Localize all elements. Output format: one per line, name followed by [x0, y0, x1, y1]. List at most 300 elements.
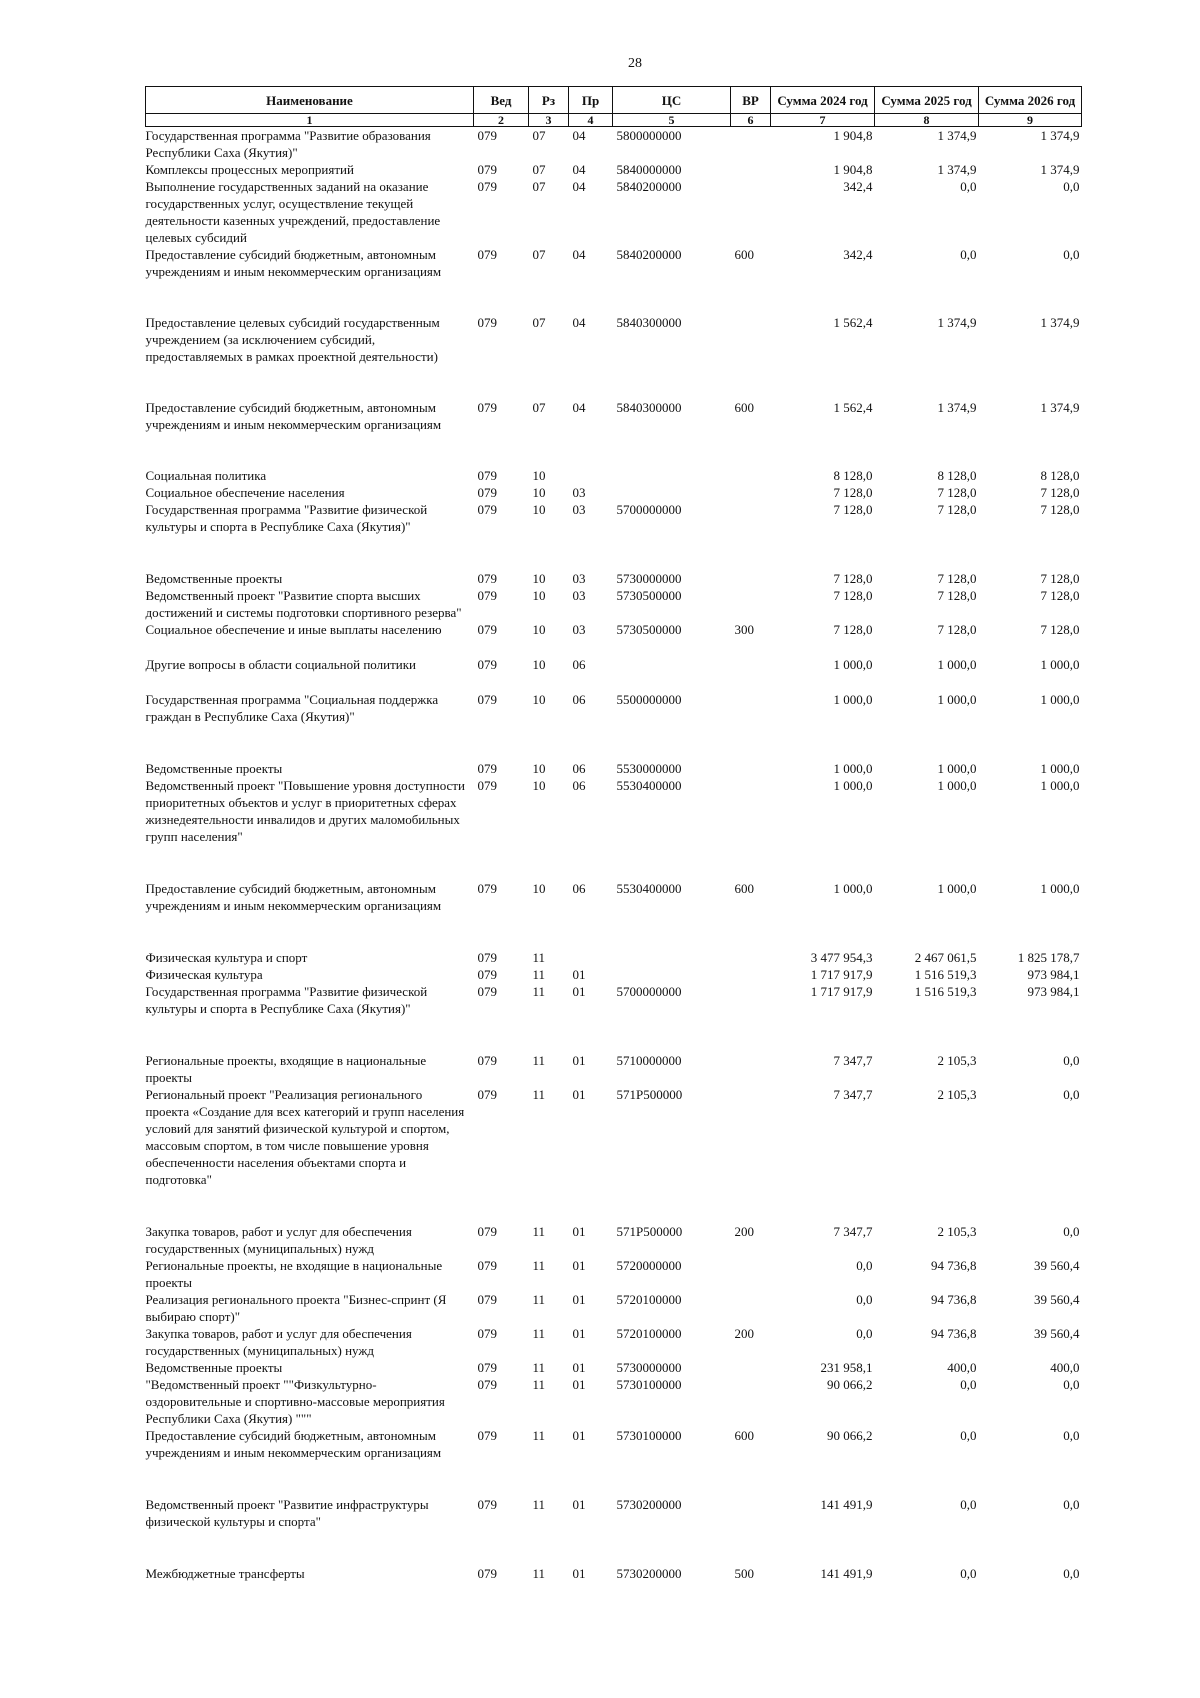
table-row [146, 621, 1082, 656]
column-header: Вед [474, 87, 529, 114]
cell-name: Предоставление субсидий бюджетным, автономным учреждениям и иным некоммерческим организациям [145, 881, 442, 913]
column-number: 7 [771, 114, 875, 127]
cell-pr: 01 [572, 1566, 586, 1581]
cell-pr: 01 [572, 1360, 586, 1375]
cell-ved: 079 [477, 485, 497, 500]
cell-name: Государственная программа "Социальная поддержка граждан в Республике Саха (Якутия)" [145, 692, 439, 724]
table-row [146, 656, 1082, 691]
table-row [146, 949, 1082, 966]
cell-s2024: 1 562,4 [833, 315, 873, 330]
cell-rz: 10 [532, 657, 546, 672]
table-row [146, 880, 1082, 949]
cell-s2025: 2 105,3 [937, 1053, 977, 1068]
table-row [146, 484, 1082, 501]
cell-s2025: 0,0 [960, 1497, 977, 1512]
cell-s2026: 0,0 [1063, 1053, 1080, 1068]
cell-s2026: 7 128,0 [1040, 502, 1080, 517]
table-row [146, 1565, 1082, 1582]
cell-s2025: 94 736,8 [931, 1292, 977, 1307]
cell-name: Другие вопросы в области социальной политики [145, 657, 416, 672]
cell-name: Предоставление субсидий бюджетным, автономным учреждениям и иным некоммерческим организациям [145, 247, 442, 279]
cell-vr [731, 501, 771, 570]
cell-vr [731, 161, 771, 178]
table-row [146, 1325, 1082, 1359]
cell-cs: 5840300000 [616, 400, 682, 415]
cell-s2026: 7 128,0 [1040, 622, 1080, 637]
table-row [146, 1376, 1082, 1427]
cell-cs [613, 656, 731, 691]
column-header: Наименование [146, 87, 474, 114]
cell-pr: 06 [572, 881, 586, 896]
cell-ved: 079 [477, 1224, 497, 1239]
cell-pr: 01 [572, 984, 586, 999]
cell-name: "Ведомственный проект ""Физкультурно-оздоровительные и спортивно-массовые мероприятия Республики Саха (Якутия) """ [145, 1377, 445, 1426]
cell-pr: 01 [572, 1053, 586, 1068]
cell-rz: 10 [532, 468, 546, 483]
column-header: ВР [731, 87, 771, 114]
cell-rz: 10 [532, 571, 546, 586]
cell-cs: 5840000000 [616, 162, 682, 177]
table-row [146, 501, 1082, 570]
column-number: 6 [731, 114, 771, 127]
cell-cs [613, 467, 731, 484]
cell-s2024: 1 000,0 [833, 881, 873, 896]
cell-s2024: 1 000,0 [833, 692, 873, 707]
cell-name: Предоставление субсидий бюджетным, автономным учреждениям и иным некоммерческим организациям [145, 400, 442, 432]
cell-name: Региональные проекты, входящие в национальные проекты [145, 1053, 427, 1085]
cell-s2026: 1 825 178,7 [1017, 950, 1080, 965]
cell-name: Ведомственный проект "Развитие инфраструктуры физической культуры и спорта" [145, 1497, 429, 1529]
cell-vr [731, 760, 771, 777]
column-header: Сумма 2024 год [771, 87, 875, 114]
cell-rz: 07 [532, 400, 546, 415]
cell-s2024: 7 128,0 [833, 485, 873, 500]
cell-vr [731, 949, 771, 966]
cell-pr: 06 [572, 761, 586, 776]
cell-s2026: 0,0 [1063, 1497, 1080, 1512]
cell-s2026: 0,0 [1063, 247, 1080, 262]
table-row [146, 467, 1082, 484]
cell-vr [731, 1052, 771, 1086]
cell-pr: 01 [572, 1497, 586, 1512]
cell-ved: 079 [477, 778, 497, 793]
table-row [146, 1223, 1082, 1257]
budget-table [145, 86, 1082, 1582]
page-number: 28 [628, 56, 642, 71]
cell-s2026: 973 984,1 [1027, 984, 1080, 999]
cell-ved: 079 [477, 692, 497, 707]
cell-pr: 03 [572, 588, 586, 603]
cell-cs: 5730200000 [616, 1566, 682, 1581]
cell-cs: 5720100000 [616, 1326, 682, 1341]
cell-cs [613, 949, 731, 966]
column-header: Сумма 2025 год [875, 87, 979, 114]
cell-s2025: 1 516 519,3 [914, 984, 977, 999]
cell-rz: 10 [532, 502, 546, 517]
cell-s2025: 7 128,0 [937, 485, 977, 500]
cell-name: Социальная политика [145, 468, 267, 483]
cell-vr [731, 656, 771, 691]
cell-s2024: 141 491,9 [820, 1566, 873, 1581]
cell-ved: 079 [477, 1428, 497, 1443]
cell-rz: 11 [532, 984, 546, 999]
cell-s2025: 0,0 [960, 179, 977, 194]
cell-rz: 07 [532, 247, 546, 262]
cell-vr [731, 777, 771, 880]
cell-s2025: 7 128,0 [937, 622, 977, 637]
cell-s2026: 1 000,0 [1040, 761, 1080, 776]
cell-ved: 079 [477, 128, 497, 143]
cell-s2024: 90 066,2 [827, 1428, 873, 1443]
cell-cs: 5730200000 [616, 1497, 682, 1512]
cell-ved: 079 [477, 657, 497, 672]
cell-ved: 079 [477, 950, 497, 965]
table-row [146, 1052, 1082, 1086]
column-number: 4 [569, 114, 613, 127]
cell-s2024: 7 347,7 [833, 1053, 873, 1068]
table-row [146, 1291, 1082, 1325]
cell-rz: 10 [532, 881, 546, 896]
cell-pr [569, 467, 613, 484]
table-row [146, 127, 1082, 162]
cell-cs: 5730100000 [616, 1377, 682, 1392]
cell-s2026: 8 128,0 [1040, 468, 1080, 483]
cell-name: Выполнение государственных заданий на оказание государственных услуг, осуществление текущей деятельности казенных учреждений, предоставление целевых субсидий [145, 179, 441, 245]
table-row [146, 246, 1082, 314]
cell-name: Физическая культура [145, 967, 263, 982]
cell-s2025: 2 105,3 [937, 1224, 977, 1239]
cell-s2024: 342,4 [843, 179, 873, 194]
cell-name: Закупка товаров, работ и услуг для обеспечения государственных (муниципальных) нужд [145, 1326, 412, 1358]
column-number-row [146, 114, 1082, 127]
cell-s2025: 1 000,0 [937, 778, 977, 793]
cell-vr: 200 [734, 1326, 754, 1341]
cell-vr [731, 127, 771, 162]
cell-pr: 06 [572, 692, 586, 707]
cell-pr: 03 [572, 571, 586, 586]
cell-ved: 079 [477, 1377, 497, 1392]
cell-s2024: 0,0 [856, 1292, 873, 1307]
cell-s2026: 7 128,0 [1040, 588, 1080, 603]
table-row [146, 1427, 1082, 1496]
cell-s2025: 7 128,0 [937, 588, 977, 603]
cell-pr: 04 [572, 162, 586, 177]
cell-ved: 079 [477, 162, 497, 177]
cell-name: Комплексы процессных мероприятий [145, 162, 354, 177]
cell-vr [731, 1257, 771, 1291]
cell-s2026: 0,0 [1063, 1566, 1080, 1581]
cell-s2024: 0,0 [856, 1326, 873, 1341]
cell-s2025: 94 736,8 [931, 1326, 977, 1341]
cell-s2026: 7 128,0 [1040, 485, 1080, 500]
cell-s2025: 1 000,0 [937, 657, 977, 672]
cell-vr [731, 178, 771, 246]
cell-rz: 11 [532, 1428, 546, 1443]
cell-name: Предоставление целевых субсидий государственным учреждением (за исключением субсидий, предоставляемых в рамках проектной деятельности) [145, 315, 440, 364]
cell-s2026: 7 128,0 [1040, 571, 1080, 586]
cell-rz: 10 [532, 622, 546, 637]
cell-name: Ведомственные проекты [145, 761, 283, 776]
cell-s2024: 1 904,8 [833, 162, 873, 177]
cell-rz: 11 [532, 1360, 546, 1375]
cell-pr: 04 [572, 128, 586, 143]
cell-ved: 079 [477, 502, 497, 517]
cell-name: Ведомственный проект "Повышение уровня доступности приоритетных объектов и услуг в приоритетных сферах жизнедеятельности инвалидов и других маломобильных групп населения" [145, 778, 465, 844]
table-row [146, 178, 1082, 246]
cell-s2024: 90 066,2 [827, 1377, 873, 1392]
cell-s2026: 1 374,9 [1040, 315, 1080, 330]
cell-s2024: 1 717 917,9 [810, 967, 873, 982]
cell-name: Государственная программа "Развитие физической культуры и спорта в Республике Саха (Якутия)" [145, 502, 428, 534]
cell-rz: 10 [532, 778, 546, 793]
cell-ved: 079 [477, 468, 497, 483]
cell-ved: 079 [477, 622, 497, 637]
cell-cs: 5530400000 [616, 881, 682, 896]
cell-pr: 04 [572, 179, 586, 194]
cell-s2025: 1 000,0 [937, 881, 977, 896]
cell-vr [731, 570, 771, 587]
cell-rz: 10 [532, 761, 546, 776]
cell-s2024: 141 491,9 [820, 1497, 873, 1512]
cell-s2025: 0,0 [960, 1566, 977, 1581]
cell-name: Ведомственный проект "Развитие спорта высших достижений и системы подготовки спортивного резерва" [145, 588, 462, 620]
table-row [146, 966, 1082, 983]
cell-cs: 5720100000 [616, 1292, 682, 1307]
cell-rz: 11 [532, 1224, 546, 1239]
cell-rz: 10 [532, 485, 546, 500]
cell-vr [731, 1376, 771, 1427]
column-header: Пр [569, 87, 613, 114]
cell-rz: 11 [532, 1566, 546, 1581]
cell-vr: 600 [734, 400, 754, 415]
cell-s2026: 0,0 [1063, 1428, 1080, 1443]
cell-ved: 079 [477, 1497, 497, 1512]
table-body [146, 127, 1082, 1583]
cell-s2026: 1 000,0 [1040, 692, 1080, 707]
cell-cs: 571P500000 [616, 1087, 683, 1102]
cell-pr: 01 [572, 1377, 586, 1392]
cell-pr: 06 [572, 657, 586, 672]
cell-ved: 079 [477, 247, 497, 262]
cell-s2024: 342,4 [843, 247, 873, 262]
cell-name: Ведомственные проекты [145, 571, 283, 586]
cell-s2026: 400,0 [1050, 1360, 1080, 1375]
table-row [146, 314, 1082, 399]
cell-s2025: 8 128,0 [937, 468, 977, 483]
cell-s2025: 94 736,8 [931, 1258, 977, 1273]
cell-cs: 5730000000 [616, 1360, 682, 1375]
cell-name: Социальное обеспечение и иные выплаты населению [145, 622, 442, 637]
cell-vr [731, 1496, 771, 1565]
cell-pr: 03 [572, 622, 586, 637]
cell-rz: 10 [532, 692, 546, 707]
cell-s2024: 7 347,7 [833, 1087, 873, 1102]
cell-ved: 079 [477, 761, 497, 776]
table-row [146, 161, 1082, 178]
cell-ved: 079 [477, 1360, 497, 1375]
cell-name: Региональный проект "Реализация регионального проекта «Создание для всех категорий и групп населения условий для занятий физической культурой и спортом, массовым спортом, в том числе повышение уровня обеспеченности населения объектами спорта и подготовка" [145, 1087, 465, 1187]
cell-vr: 600 [734, 247, 754, 262]
cell-rz: 07 [532, 315, 546, 330]
cell-vr [731, 467, 771, 484]
cell-rz: 11 [532, 1087, 546, 1102]
cell-vr: 600 [734, 881, 754, 896]
cell-s2026: 0,0 [1063, 179, 1080, 194]
cell-s2026: 39 560,4 [1034, 1326, 1080, 1341]
cell-cs: 5840200000 [616, 179, 682, 194]
table-row [146, 983, 1082, 1052]
cell-cs: 5530000000 [616, 761, 682, 776]
cell-cs: 5530400000 [616, 778, 682, 793]
cell-vr: 300 [734, 622, 754, 637]
cell-name: Реализация регионального проекта "Бизнес-спринт (Я выбираю спорт)" [145, 1292, 447, 1324]
cell-rz: 07 [532, 162, 546, 177]
cell-vr [731, 1291, 771, 1325]
cell-s2025: 7 128,0 [937, 571, 977, 586]
cell-cs: 5840200000 [616, 247, 682, 262]
column-number: 2 [474, 114, 529, 127]
cell-s2024: 1 000,0 [833, 778, 873, 793]
table-row [146, 399, 1082, 467]
cell-s2025: 1 374,9 [937, 400, 977, 415]
cell-ved: 079 [477, 967, 497, 982]
cell-s2026: 0,0 [1063, 1377, 1080, 1392]
cell-ved: 079 [477, 1087, 497, 1102]
cell-s2024: 1 717 917,9 [810, 984, 873, 999]
cell-ved: 079 [477, 1258, 497, 1273]
cell-ved: 079 [477, 1326, 497, 1341]
cell-s2025: 1 374,9 [937, 315, 977, 330]
cell-s2026: 1 000,0 [1040, 657, 1080, 672]
cell-cs: 5730500000 [616, 622, 682, 637]
cell-ved: 079 [477, 400, 497, 415]
cell-name: Региональные проекты, не входящие в национальные проекты [145, 1258, 443, 1290]
cell-s2025: 1 000,0 [937, 692, 977, 707]
cell-s2026: 1 374,9 [1040, 400, 1080, 415]
cell-vr [731, 983, 771, 1052]
cell-vr [731, 314, 771, 399]
cell-vr: 600 [734, 1428, 754, 1443]
cell-cs [613, 484, 731, 501]
cell-s2024: 1 562,4 [833, 400, 873, 415]
cell-cs: 5500000000 [616, 692, 682, 707]
cell-s2026: 0,0 [1063, 1087, 1080, 1102]
cell-name: Предоставление субсидий бюджетным, автономным учреждениям и иным некоммерческим организациям [145, 1428, 442, 1460]
cell-vr [731, 966, 771, 983]
cell-rz: 11 [532, 1292, 546, 1307]
cell-ved: 079 [477, 315, 497, 330]
cell-s2026: 1 374,9 [1040, 162, 1080, 177]
cell-vr [731, 484, 771, 501]
cell-ved: 079 [477, 984, 497, 999]
cell-cs: 5730000000 [616, 571, 682, 586]
cell-vr [731, 1359, 771, 1376]
cell-s2024: 3 477 954,3 [810, 950, 873, 965]
cell-cs: 5840300000 [616, 315, 682, 330]
cell-s2024: 1 904,8 [833, 128, 873, 143]
column-number: 3 [529, 114, 569, 127]
cell-pr: 01 [572, 1326, 586, 1341]
cell-cs [613, 966, 731, 983]
cell-s2024: 7 128,0 [833, 571, 873, 586]
cell-s2026: 1 000,0 [1040, 881, 1080, 896]
cell-rz: 11 [532, 1053, 546, 1068]
cell-s2024: 7 128,0 [833, 622, 873, 637]
cell-cs: 5710000000 [616, 1053, 682, 1068]
cell-s2025: 0,0 [960, 1377, 977, 1392]
cell-name: Межбюджетные трансферты [145, 1566, 305, 1581]
cell-s2025: 7 128,0 [937, 502, 977, 517]
cell-ved: 079 [477, 571, 497, 586]
cell-pr: 03 [572, 485, 586, 500]
cell-cs: 5730500000 [616, 588, 682, 603]
cell-cs: 5800000000 [616, 128, 682, 143]
cell-pr: 04 [572, 400, 586, 415]
column-number: 5 [613, 114, 731, 127]
cell-s2025: 0,0 [960, 1428, 977, 1443]
cell-s2025: 2 105,3 [937, 1087, 977, 1102]
cell-pr: 01 [572, 1292, 586, 1307]
cell-ved: 079 [477, 1566, 497, 1581]
cell-s2024: 7 128,0 [833, 588, 873, 603]
cell-s2026: 0,0 [1063, 1224, 1080, 1239]
table-row [146, 1496, 1082, 1565]
cell-s2024: 1 000,0 [833, 657, 873, 672]
cell-s2025: 0,0 [960, 247, 977, 262]
cell-cs: 5720000000 [616, 1258, 682, 1273]
cell-vr: 500 [734, 1566, 754, 1581]
cell-pr: 04 [572, 247, 586, 262]
cell-pr [569, 949, 613, 966]
cell-s2024: 1 000,0 [833, 761, 873, 776]
cell-s2026: 1 000,0 [1040, 778, 1080, 793]
cell-rz: 07 [532, 179, 546, 194]
table-row [146, 691, 1082, 760]
cell-rz: 11 [532, 1497, 546, 1512]
column-header: Сумма 2026 год [979, 87, 1082, 114]
cell-pr: 01 [572, 1224, 586, 1239]
table-row [146, 587, 1082, 621]
cell-rz: 11 [532, 967, 546, 982]
cell-ved: 079 [477, 588, 497, 603]
cell-s2024: 8 128,0 [833, 468, 873, 483]
cell-s2026: 39 560,4 [1034, 1292, 1080, 1307]
cell-pr: 03 [572, 502, 586, 517]
cell-pr: 01 [572, 1258, 586, 1273]
cell-s2024: 231 958,1 [820, 1360, 873, 1375]
cell-ved: 079 [477, 1292, 497, 1307]
cell-s2024: 7 347,7 [833, 1224, 873, 1239]
cell-pr: 01 [572, 1087, 586, 1102]
cell-name: Государственная программа "Развитие физической культуры и спорта в Республике Саха (Якутия)" [145, 984, 428, 1016]
table-row [146, 777, 1082, 880]
table-row [146, 1257, 1082, 1291]
cell-vr [731, 587, 771, 621]
cell-vr: 200 [734, 1224, 754, 1239]
cell-rz: 11 [532, 950, 546, 965]
cell-name: Социальное обеспечение населения [145, 485, 345, 500]
cell-s2025: 400,0 [947, 1360, 977, 1375]
cell-rz: 11 [532, 1326, 546, 1341]
cell-s2024: 7 128,0 [833, 502, 873, 517]
cell-rz: 10 [532, 588, 546, 603]
column-header: ЦС [613, 87, 731, 114]
header-row [146, 87, 1082, 114]
column-number: 8 [875, 114, 979, 127]
cell-name: Ведомственные проекты [145, 1360, 283, 1375]
table-row [146, 1359, 1082, 1376]
cell-pr: 06 [572, 778, 586, 793]
